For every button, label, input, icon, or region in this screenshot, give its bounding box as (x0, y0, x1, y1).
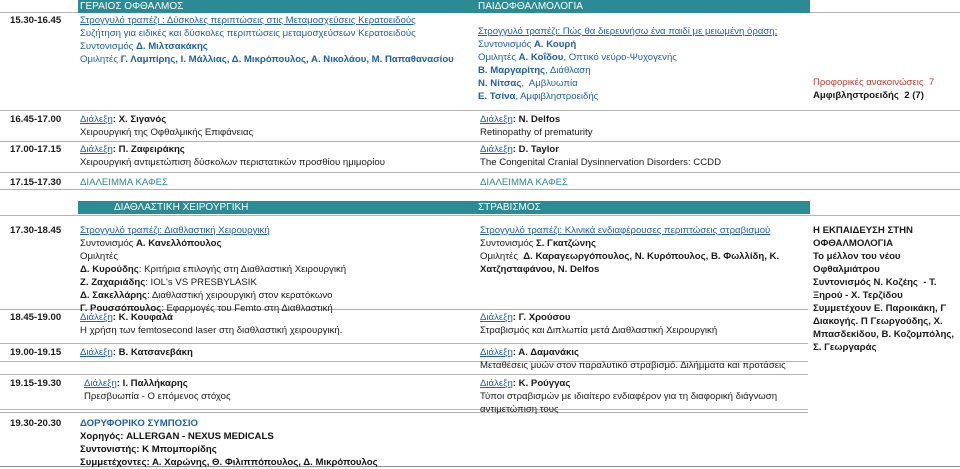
speaker-topic: , Διάθλαση (545, 65, 591, 76)
lecture-topic: Πρεσβυωπία - Ο επόμενος στόχος (84, 391, 231, 402)
side-line: Συντονισμός Ν. Κοζέης - Τ. (813, 277, 937, 288)
row-divider (0, 110, 960, 111)
time-slot: 17.15-17.30 (10, 177, 62, 188)
lecture-label: Διάλεξη (480, 144, 513, 155)
oral-presentations-sub: Αμφιβληστροειδής 2 (7) (813, 90, 924, 101)
coord-label: Συντονισμός (80, 238, 136, 249)
coord-label: Συντονισμός (480, 238, 536, 249)
speakers-label: Ομιλητές (80, 251, 118, 262)
section-header-right: ΠΑΙΔΟΦΘΑΛΜΟΛΟΓΙΑ (466, 0, 810, 13)
lecture-label: Διάλεξη (480, 347, 513, 358)
session-title: Στρογγυλό τραπέζι: Διαθλαστική Χειρουργική (80, 225, 270, 236)
side-line: Οφθαλμιάτρου (813, 264, 880, 275)
lecture-topic: Τύποι στραβισμών με ιδιαίτερο ενδιαφέρον για τη διαφορική διάγνωση (480, 391, 778, 402)
lecture-siganos (80, 113, 253, 139)
side-line: Ξηρού - Χ. Τερζίδου (813, 290, 903, 301)
lecturer-name: : Ν. Delfos (512, 114, 561, 125)
lecture-label: Διάλεξη (80, 144, 113, 155)
lecture-topic: αντιμετώπιση τους (480, 404, 559, 415)
lecturer-name: : Β. Κατσανεβάκη (112, 347, 193, 358)
side-education-session (813, 224, 954, 354)
side-line: Η ΕΚΠΑΙΔΕΥΣΗ ΣΤΗΝ (813, 225, 913, 236)
lecture-katsanevaki (80, 346, 193, 359)
lecture-label: Διάλεξη (80, 347, 113, 358)
speaker-name: Ν. Νίτσας (478, 78, 522, 89)
coordinator-name: Α. Κουρή (533, 39, 577, 50)
speaker-name: Α. Κοΐδου (518, 52, 564, 63)
lecture-damanakis (480, 346, 786, 372)
symposium-title: ΔΟΡΥΦΟΡΙΚΟ ΣΥΜΠΟΣΙΟ (80, 418, 198, 429)
lecture-topic: Χειρουργική της Οφθαλμικής Επιφάνειας (80, 127, 254, 138)
speakers-label: Ομιλητές (480, 251, 524, 262)
session-title: Στρογγυλό τραπέζι: Πώς θα διερευνήσω ένα παιδί με μειωμένη όραση; (478, 26, 778, 37)
lecturer-name: : D. Taylor (512, 144, 559, 155)
side-line: Συμμετέχουν Ε. Παροικάκη, Γ (813, 303, 947, 314)
oral-presentations-title: Προφορικές ανακοινώσεις 7 (813, 77, 935, 88)
roundtable-cornea (80, 14, 454, 66)
coordinator-name: Σ. Γκατζώνης (535, 238, 596, 249)
speaker-topic: : Διαθλαστική χειρουργική στον κερατόκωνο (147, 290, 333, 301)
lecture-label: Διάλεξη (480, 114, 513, 125)
speaker-name: Β. Μαργαρίτης (478, 65, 546, 76)
time-slot: 19.30-20.30 (10, 418, 62, 429)
coordinator-name: Α. Κανελλόπουλος (135, 238, 222, 249)
lecture-topic: The Congenital Cranial Dysinnervation Disorders: CCDD (480, 157, 722, 168)
lecturer-name: : Π. Ζαφειράκης (112, 144, 185, 155)
speaker-topic: : Εφαρμογές του Femto στη Διαθλαστική (161, 303, 333, 314)
time-slot: 19.15-19.30 (10, 378, 62, 389)
speakers-names: Δ. Καραγεωργόπουλος, Ν. Κυρόπουλος, Β. Φωλλίδη, Κ. (523, 251, 780, 262)
lecture-topic: Μεταθέσεις μυών στον παραλυτικό στραβισμό. Διλήμματα και προτάσεις (480, 360, 786, 371)
symposium-coordinator: Συντονιστής: Κ Μπομπορίδης (80, 444, 217, 455)
lecturer-name: : Χ. Σιγανός (112, 114, 167, 125)
time-slot: 18.45-19.00 (10, 312, 62, 323)
side-oral-presentations (813, 76, 934, 102)
speakers-label: Ομιλητές (478, 52, 519, 63)
time-slot: 15.30-16.45 (10, 15, 62, 26)
time-slot: 16.45-17.00 (10, 114, 62, 125)
roundtable-refractive (80, 224, 346, 315)
lecture-topic: Retinopathy of prematurity (480, 127, 593, 138)
lecture-pallikaris (84, 377, 231, 403)
session-title: Στρογγυλό τραπέζι : Δύσκολες περιπτώσεις στις Μεταμοσχεύσεις Κερατοειδούς (80, 15, 416, 26)
lecture-label: Διάλεξη (480, 378, 513, 389)
session-title: Στρογγυλό τραπέζι: Κλινικά ενδιαφέρουσες περιπτώσεις στραβισμού (480, 225, 771, 236)
lecture-topic: Στραβισμός και Διπλωπία μετά Διαθλαστική Χειρουργική (480, 325, 718, 336)
satellite-symposium (80, 417, 378, 469)
row-divider (0, 215, 960, 216)
time-slot: 19.00-19.15 (10, 347, 62, 358)
lecture-topic: Χειρουργική αντιμετώπιση δύσκολων περιστατικών προσθίου ημιμορίου (80, 157, 385, 168)
lecture-label: Διάλεξη (84, 378, 117, 389)
lecture-zafeirakis (80, 143, 385, 169)
roundtable-strabismus (480, 224, 779, 276)
lecture-label: Διάλεξη (480, 312, 513, 323)
speakers-label: Ομιλητές (80, 54, 121, 65)
side-line: ΟΦΘΑΛΜΟΛΟΓΙΑ (813, 238, 894, 249)
coffee-break-right: ΔΙΑΛΕΙΜΜΑ ΚΑΦΕΣ (480, 177, 568, 188)
coord-label: Συντονισμός (478, 39, 534, 50)
speaker-topic: , Αμβλυωπία (521, 78, 578, 89)
side-line: Διακογής. Π Γεωργούδης, Χ. (813, 316, 943, 327)
session-subtitle: Συζήτηση για ειδικές και δύσκολες περιπτώσεις μεταμοσχεύσεων Κερατοειδούς (80, 28, 416, 39)
coffee-break-left: ΔΙΑΛΕΙΜΜΑ ΚΑΦΕΣ (80, 177, 168, 188)
lecture-roungas (480, 377, 777, 416)
lecturer-name: : Α. Δαμανάκις (512, 347, 580, 358)
speaker-name: Γ. Ρουσσόπουλος (80, 303, 162, 314)
row-divider (0, 141, 960, 142)
coordinator-name: Δ. Μιλτσακάκης (135, 41, 208, 52)
speaker-topic: , Αμφιβληστροειδής (515, 91, 599, 102)
speaker-topic: , Οπτικό νεύρο-Ψυχογενής (563, 52, 677, 63)
symposium-sponsor: Χορηγός: ALLERGAN - NEXUS MEDICALS (80, 431, 274, 442)
speaker-name: Δ. Κυρούδης (80, 264, 139, 275)
row-divider (0, 172, 960, 173)
row-divider (0, 189, 960, 190)
lecturer-name: : Γ. Χρούσου (512, 312, 571, 323)
lecture-label: Διάλεξη (80, 312, 113, 323)
speaker-name: Ε. Τσίνα (478, 91, 516, 102)
speaker-name: Δ. Σακελλάρης (80, 290, 148, 301)
time-slot: 17.30-18.45 (10, 225, 62, 236)
coord-label: Συντονισμός (80, 41, 136, 52)
lecture-topic: Η χρήση των femtosecond laser στη διαθλαστική χειρουργική. (80, 325, 343, 336)
lecturer-name: : Κ. Ρούγγας (512, 378, 571, 389)
time-slot: 17.00-17.15 (10, 144, 62, 155)
row-divider (0, 374, 808, 375)
speaker-name: Ζ. Ζαχαριάδης (80, 277, 146, 288)
side-line: Σ. Γεωργαράς (813, 342, 877, 353)
lecture-delfos (480, 113, 593, 139)
lecture-koufala (80, 311, 342, 337)
section-header-left: ΓΕΡΑΙΟΣ ΟΦΘΑΛΜΟΣ (78, 0, 466, 13)
speakers-names: Χατζησταφάνου, Ν. Delfos (480, 264, 600, 275)
symposium-participants: Συμμετέχοντες: Α. Χαρώνης, Θ. Φιλιππόπουλος, Δ. Μικρόπουλος (80, 457, 378, 468)
lecturer-name: : Ι. Παλλήκαρης (116, 378, 188, 389)
section-header-strabismus: ΣΤΡΑΒΙΣΜΟΣ (466, 201, 810, 214)
lecture-label: Διάλεξη (80, 114, 113, 125)
speakers-names: Γ. Λαμπίρης, Ι. Μάλλιας, Δ. Μικρόπουλος, Α. Νικολάου, Μ. Παπαθανασίου (120, 54, 454, 65)
speaker-topic: : IOL's VS PRESBYLASIK (145, 277, 257, 288)
lecture-taylor (480, 143, 721, 169)
lecture-chrousou (480, 311, 717, 337)
section-header-refractive: ΔΙΑΘΛΑΣΤΙΚΗ ΧΕΙΡΟΥΡΓΙΚΗ (78, 201, 466, 214)
speaker-topic: : Κριτήρια επιλογής στη Διαθλαστική Χειρουργική (138, 264, 347, 275)
side-line: Μπασδεκίδου, Β. Κοζομπόλης, (813, 329, 955, 340)
side-line: Το μέλλον του νέου (813, 251, 901, 262)
roundtable-pediatric (478, 25, 777, 103)
row-divider (0, 343, 808, 344)
lecturer-name: : Κ. Κουφαλά (112, 312, 173, 323)
